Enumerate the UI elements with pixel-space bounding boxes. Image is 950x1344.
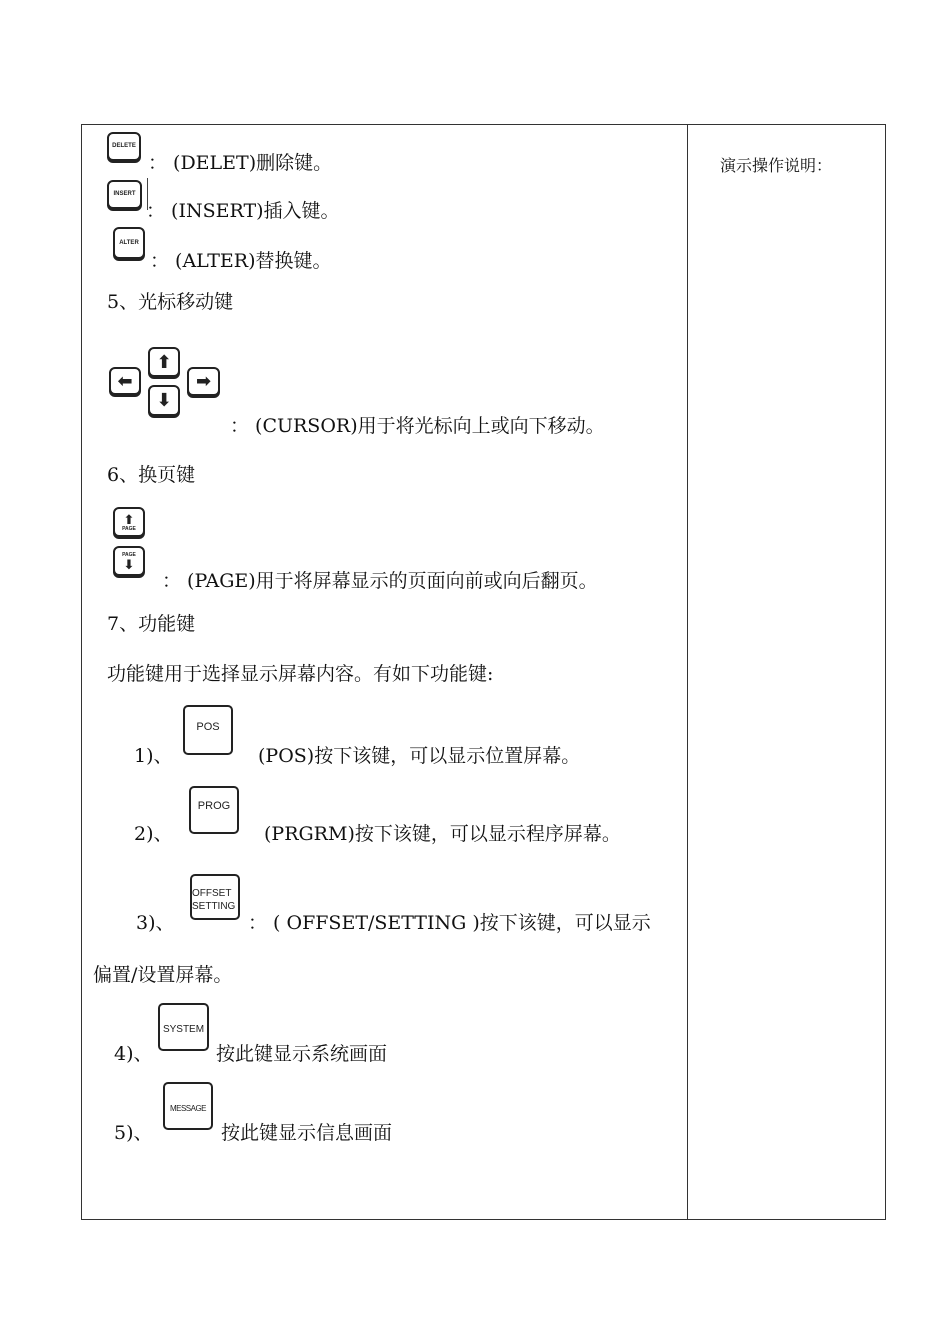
- delete-key-icon: DELETE: [107, 132, 141, 161]
- item-1-number: 1)、: [134, 745, 173, 767]
- item-5-number: 5)、: [114, 1122, 153, 1144]
- insert-key-text: ： (INSERT)插入键。: [146, 200, 340, 222]
- page-down-key-icon: [113, 546, 145, 576]
- up-arrow-key-icon: ⬆: [148, 347, 180, 377]
- page-key-text: ： (PAGE)用于将屏幕显示的页面向前或向后翻页。: [162, 570, 598, 592]
- offset-setting-key-text-continued: 偏置/设置屏幕。: [93, 964, 233, 986]
- item-4-number: 4)、: [114, 1043, 153, 1065]
- cursor-key-text: ： (CURSOR)用于将光标向上或向下移动。: [230, 415, 605, 437]
- section-7-heading: 7、功能键: [107, 613, 196, 635]
- item-3-number: 3)、: [136, 912, 175, 934]
- system-key-icon: SYSTEM: [158, 1003, 209, 1051]
- page-up-arrow-icon: ⬆: [123, 511, 135, 527]
- setting-label: SETTING: [192, 901, 236, 912]
- page-up-key-icon: [113, 507, 145, 537]
- item-2-number: 2)、: [134, 823, 173, 845]
- page-down-label: PAGE: [122, 551, 136, 558]
- column-divider: [687, 124, 688, 1220]
- pos-key-icon: POS: [183, 705, 233, 755]
- offset-label: OFFSET: [192, 888, 232, 899]
- right-arrow-key-icon: ➡: [187, 367, 220, 396]
- left-arrow-key-icon: ⬅: [109, 367, 141, 395]
- offset-setting-key-text: ： ( OFFSET/SETTING )按下该键，可以显示: [248, 912, 651, 934]
- alter-key-text: ： (ALTER)替换键。: [150, 250, 332, 272]
- down-arrow-key-icon: ⬇: [148, 385, 180, 416]
- section-5-heading: 5、光标移动键: [107, 291, 234, 313]
- page-down-arrow-icon: ⬇: [123, 556, 135, 572]
- pos-key-text: (POS)按下该键，可以显示位置屏幕。: [258, 745, 581, 767]
- page-up-label: PAGE: [122, 525, 136, 532]
- insert-key-icon: INSERT: [107, 180, 142, 209]
- section-6-heading: 6、换页键: [107, 464, 196, 486]
- delete-key-text: ： (DELET)删除键。: [148, 152, 333, 174]
- function-keys-intro: 功能键用于选择显示屏幕内容。有如下功能键:: [107, 663, 494, 685]
- offset-setting-key-icon: [190, 874, 240, 920]
- side-column-title: 演示操作说明：: [720, 156, 833, 175]
- prog-key-icon: PROG: [189, 786, 239, 834]
- alter-key-icon: ALTER: [113, 227, 145, 259]
- message-key-icon: MESSAGE: [163, 1082, 213, 1130]
- system-key-text: 按此键显示系统画面: [216, 1043, 388, 1065]
- prog-key-text: (PRGRM)按下该键，可以显示程序屏幕。: [264, 823, 621, 845]
- message-key-text: 按此键显示信息画面: [221, 1122, 393, 1144]
